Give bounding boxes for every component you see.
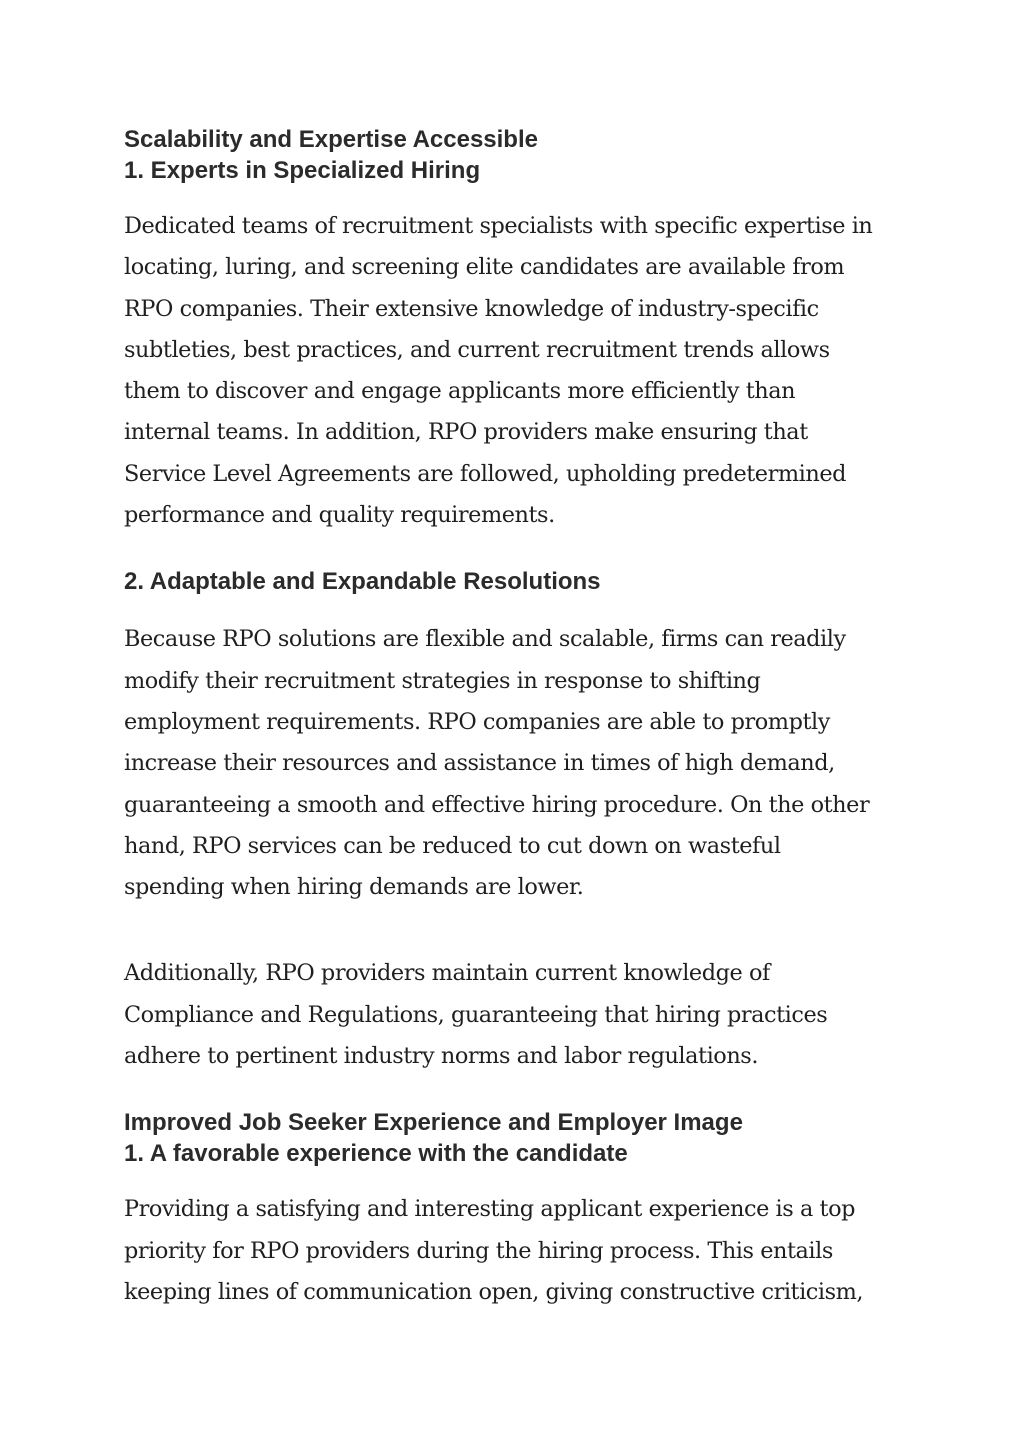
paragraph-line: adhere to pertinent industry norms and labor regulations. — [124, 1043, 759, 1070]
paragraph-line: priority for RPO providers during the hiring process. This entails — [124, 1237, 833, 1264]
section-title-job-seeker-experience: Improved Job Seeker Experience and Employer Image — [124, 1109, 743, 1137]
paragraph-line: Because RPO solutions are flexible and scalable, firms can readily — [124, 626, 846, 653]
paragraph-line: guaranteeing a smooth and effective hiring procedure. On the other — [124, 791, 870, 818]
paragraph-candidate-experience — [124, 1189, 904, 1313]
paragraph-line: increase their resources and assistance in times of high demand, — [124, 750, 835, 777]
paragraph-line: Service Level Agreements are followed, upholding predetermined — [124, 460, 847, 487]
paragraph-line: modify their recruitment strategies in response to shifting — [124, 667, 761, 694]
subsection-title-adaptable-resolutions: 2. Adaptable and Expandable Resolutions — [124, 568, 601, 596]
subsection-title-candidate-experience: 1. A favorable experience with the candidate — [124, 1140, 628, 1168]
paragraph-compliance — [124, 953, 904, 1077]
paragraph-line: locating, luring, and screening elite candidates are available from — [124, 254, 845, 281]
paragraph-line: Dedicated teams of recruitment specialists with specific expertise in — [124, 213, 873, 239]
paragraph-line: Compliance and Regulations, guaranteeing that hiring practices — [124, 1001, 828, 1028]
subsection-title-specialized-hiring: 1. Experts in Specialized Hiring — [124, 157, 481, 184]
document-page — [124, 124, 904, 1313]
paragraph-specialized-hiring — [124, 206, 904, 536]
paragraph-line: Providing a satisfying and interesting applicant experience is a top — [124, 1196, 855, 1223]
paragraph-line: employment requirements. RPO companies are able to promptly — [124, 708, 830, 735]
paragraph-line: spending when hiring demands are lower. — [124, 874, 584, 901]
paragraph-line: keeping lines of communication open, giving constructive criticism, — [124, 1278, 864, 1305]
paragraph-line: performance and quality requirements. — [124, 502, 555, 529]
paragraph-line: internal teams. In addition, RPO providers make ensuring that — [124, 419, 808, 446]
paragraph-line: hand, RPO services can be reduced to cut down on wasteful — [124, 832, 781, 859]
paragraph-line: Additionally, RPO providers maintain current knowledge of — [124, 960, 770, 987]
paragraph-line: them to discover and engage applicants more efficiently than — [124, 378, 796, 405]
paragraph-adaptable-resolutions — [124, 619, 904, 908]
paragraph-line: subtleties, best practices, and current recruitment trends allows — [124, 336, 830, 363]
paragraph-line: RPO companies. Their extensive knowledge of industry-specific — [124, 295, 819, 322]
section-title-scalability: Scalability and Expertise Accessible — [124, 126, 538, 153]
